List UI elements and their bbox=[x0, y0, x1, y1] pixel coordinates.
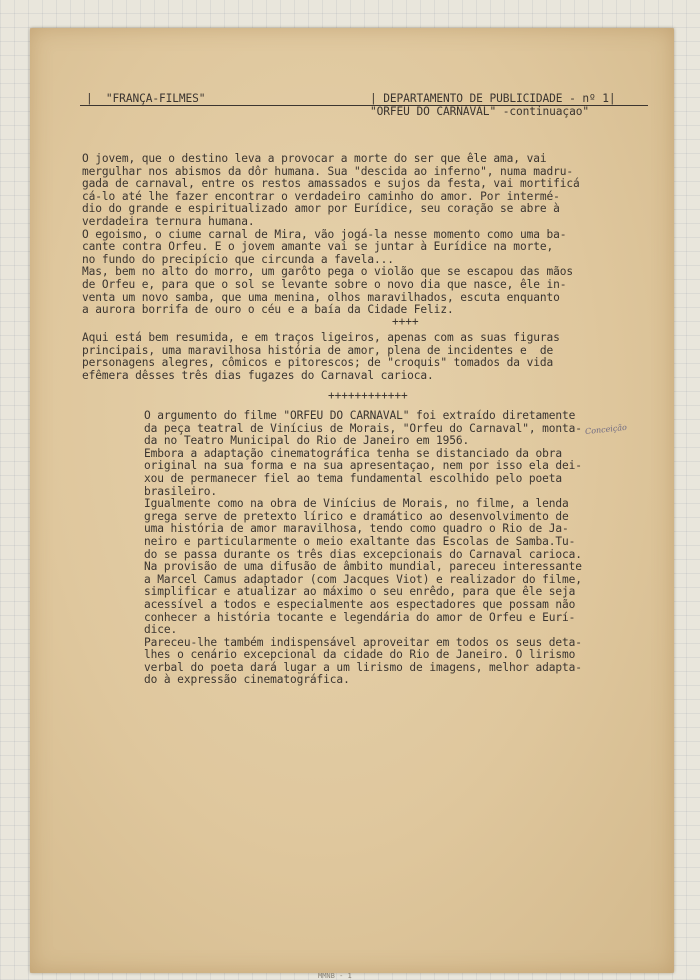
summary-paragraph: Aqui está bem resumida, e em traços ligeiros, apenas com as suas figuras principais, uma maravilhosa história de amor, plena de incidentes e de personagens alegres, cômicos e pitorescos; de "croquis" tomados da vida efêmera dêsses três dias fugazes do Carnaval carioca. bbox=[82, 331, 560, 382]
header-subtitle: "ORFEU DO CARNAVAL" -continuaçao" bbox=[370, 105, 589, 118]
handwritten-annotation: Conceição bbox=[584, 422, 628, 437]
background-paragraph: O argumento do filme "ORFEU DO CARNAVAL" foi extraído diretamente da peça teatral de Vinícius de Morais, "Orfeu do Carnaval", monta- da no Teatro Municipal do Rio de Janeiro em 1956. Embora a adaptação cinematográfica tenha se distanciado da obra original na sua forma e na sua apresentaçao, nem por isso ela dei- xou de permanecer fiel ao tema fundamental escolhido pelo poeta brasileiro. Igualmente como na obra de Vinícius de Morais, no filme, a lenda grega serve de pretexto lírico e dramático ao desenvolvimento de uma história de amor maravilhosa, tendo como quadro o Rio de Ja- neiro e particularmente o meio exaltante das Escolas de Samba.Tu- do se passa durante os três dias excepcionais do Carnaval carioca. Na provisão de uma difusão de âmbito mundial, pareceu interessante a Marcel Camus adaptador (com Jacques Viot) e realizador do filme, simplificar e atualizar ao máximo o seu enrêdo, para que êle seja acessível a todos e especialmente aos espectadores que possam não conhecer a história tocante e legendária do amor de Orfeu e Eurí- dice. Pareceu-lhe também indispensável aproveitar em todos os seus deta- lhes o cenário excepcional da cidade do Rio de Janeiro. O lirismo verbal do poeta dará lugar a um lirismo de imagens, melhor adapta- do à expressão cinematográfica. bbox=[144, 409, 582, 687]
section-separator-long: ++++++++++++ bbox=[328, 389, 408, 402]
header-department: | DEPARTAMENTO DE PUBLICIDADE - nº 1| bbox=[370, 92, 616, 105]
header-company: | "FRANÇA-FILMES" bbox=[86, 92, 206, 105]
synopsis-paragraph: O jovem, que o destino leva a provocar a morte do ser que êle ama, vai mergulhar nos abismos da dôr humana. Sua "descida ao inferno", numa madru- gada de carnaval, entre os restos amassados e sujos da festa, vai mortificá cá-lo até lhe fazer encontrar o verdadeiro caminho do amor. Por intermé- dio do grande e espiritualizado amor por Eurídice, seu coração se abre à verdadeira ternura humana. O egoismo, o ciume carnal de Mira, vão jogá-la nesse momento como uma ba- cante contra Orfeu. E o jovem amante vai se juntar à Eurídice na morte, no fundo do precipício que circunda a favela... Mas, bem no alto do morro, um garôto pega o violão que se escapou das mãos de Orfeu e, para que o sol se levante sobre o novo dia que nasce, êle in- venta um novo samba, que uma menina, olhos maravilhados, escuta enquanto a aurora borrifa de ouro o céu e a baía da Cidade Feliz. bbox=[82, 152, 580, 317]
archive-label: MMNB - 1 bbox=[318, 972, 352, 980]
section-separator: ++++ bbox=[392, 315, 419, 328]
